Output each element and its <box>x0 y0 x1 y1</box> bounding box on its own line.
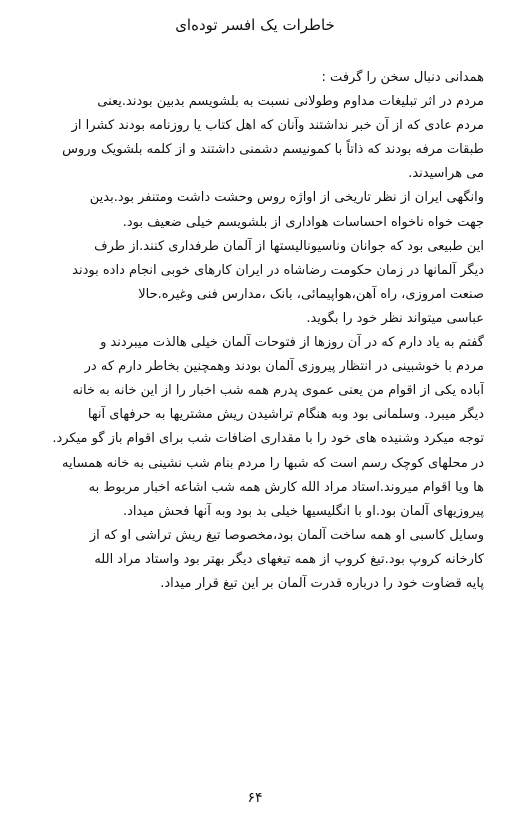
text-line: مردم در اثر تبلیغات مداوم وطولانی نسبت به بلشویسم بدبین بودند.یعنی <box>97 94 484 110</box>
text-line: وانگهی ایران از نظر تاریخی از اواژه روس وحشت داشت ومتنفر بود.بدین <box>89 190 484 206</box>
text-line: دیگر میبرد. وسلمانی بود وبه هنگام تراشیدن ریش مشتریها به حرفهای آنها <box>87 407 484 423</box>
page-number: ۶۴ <box>247 790 263 806</box>
text-line: وسایل کاسبی او همه ساخت آلمان بود،مخصوصا تیغ ریش تراشی او که از <box>89 527 484 543</box>
text-line: پایه قضاوت خود را درباره قدرت آلمان بر این تیغ قرار میداد. <box>160 575 484 591</box>
text-line: طبقات مرفه بودند که ذاتاً با کمونیسم دشمنی داشتند و از کلمه بلشویک وروس <box>62 142 484 158</box>
text-line: می هراسیدند. <box>408 166 484 182</box>
text-line: عباسی میتواند نظر خود را بگوید. <box>306 310 484 326</box>
text-line: کارخانه کروپ بود.تیغ کروپ از همه تیغهای دیگر بهتر بود واستاد مراد الله <box>94 551 484 567</box>
text-line: جهت خواه ناخواه احساسات هواداری از بلشویسم خیلی ضعیف بود. <box>122 214 484 230</box>
text-line: در محلهای کوچک رسم است که شبها را مردم بنام شب نشینی به خانه همسایه <box>62 455 484 471</box>
text-line: مردم با خوشبینی در انتظار پیروزی آلمان بودند وهمچنین بخاطر دارم که در <box>84 359 484 375</box>
text-line: ها ویا اقوام میروند.استاد مراد الله کارش همه شب اشاعه اخبار مربوط به <box>88 479 484 495</box>
text-line: این طبیعی بود که جوانان وناسیونالیستها از آلمان طرفداری کنند.از طرف <box>94 238 484 254</box>
text-line: صنعت امروزی، راه آهن،هواپیمائی، بانک ،مدارس فنی وغیره.حالا <box>138 286 484 302</box>
text-line: گفتم به یاد دارم که در آن روزها از فتوحات آلمان خیلی هالذت میبردند و <box>100 335 484 351</box>
text-line: دیگر آلمانها در زمان حکومت رضاشاه در ایران کارهای خوبی انجام داده بودند <box>72 262 484 278</box>
text-line: آباده یکی از اقوام من یعنی عموی پدرم همه شب اخبار را از این خانه به خانه <box>72 383 484 399</box>
text-line: پیروزیهای آلمان بود.او با انگلیسیها خیلی بد بود وبه آنها فحش میداد. <box>122 503 484 519</box>
text-line: همدانی دنبال سخن را گرفت : <box>321 70 484 85</box>
body-text <box>36 66 484 596</box>
text-line: مردم عادی که از آن خبر نداشتند وآنان که اهل کتاب یا روزنامه بودند کشرا از <box>71 118 484 134</box>
text-line: توجه میکرد وشنیده های خود را با مقداری اضافات شب برای اقوام باز گو میکرد. <box>52 431 484 447</box>
running-header: خاطرات یک افسر توده‌ای <box>175 16 335 34</box>
